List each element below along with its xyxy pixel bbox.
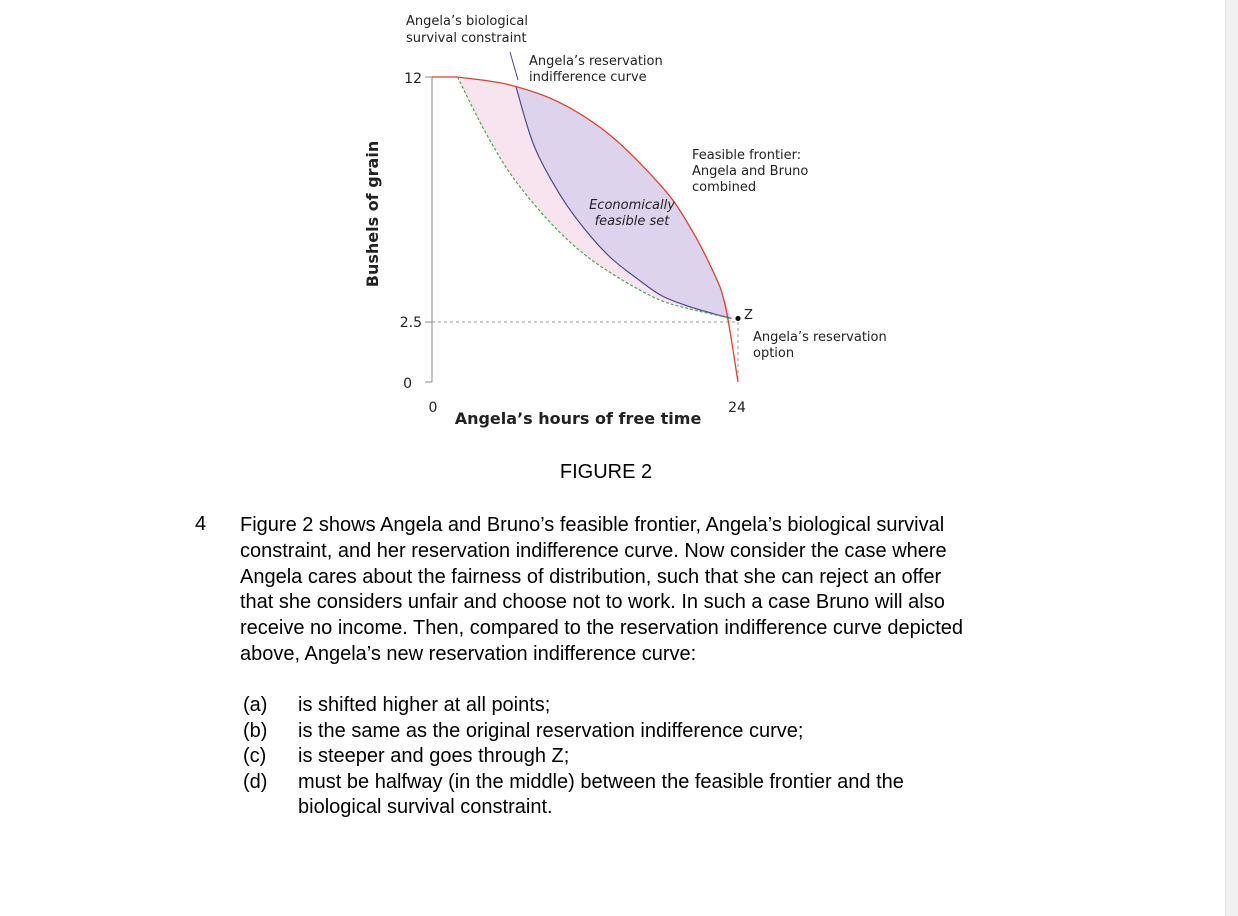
option-c-text: is steeper and goes through Z; — [298, 745, 570, 768]
scrollbar-track[interactable] — [1225, 0, 1238, 916]
survival-constraint-label-line2: survival constraint — [406, 31, 527, 46]
feasible-set-label-line2: feasible set — [594, 214, 670, 229]
option-c — [243, 744, 1083, 770]
point-z-marker — [735, 316, 740, 321]
feasible-set-label-line1: Economically — [589, 198, 675, 213]
figure-2-chart — [340, 0, 900, 440]
option-a — [243, 693, 1083, 719]
question-line: constraint, and her reservation indifference curve. Now consider the case where — [240, 539, 947, 562]
feasible-frontier-label-line2: Angela and Bruno — [692, 164, 809, 179]
question-line: that she considers unfair and choose not to work. In such a case Bruno will also — [240, 591, 945, 614]
figure-caption: FIGURE 2 — [559, 461, 653, 483]
question-line: receive no income. Then, compared to the reservation indifference curve depicted — [240, 617, 964, 640]
option-b-letter: (b) — [243, 719, 268, 742]
question-line: above, Angela’s new reservation indifference curve: — [240, 642, 697, 665]
y-axis-label: Bushels of grain — [363, 140, 382, 288]
reservation-option-label-line2: option — [753, 346, 795, 361]
question-line: Angela cares about the fairness of distribution, such that she can reject an offer — [240, 565, 942, 588]
option-d — [243, 770, 1083, 821]
option-a-letter: (a) — [243, 694, 268, 716]
option-d-text-line1: must be halfway (in the middle) between the feasible frontier and the — [298, 770, 904, 793]
y-tick-label-12: 12 — [404, 71, 422, 87]
option-d-text-line2: biological survival constraint. — [298, 796, 553, 819]
y-tick-label-2.5: 2.5 — [399, 315, 422, 331]
option-b-text: is the same as the original reservation indifference curve; — [298, 719, 804, 742]
x-axis-label: Angela’s hours of free time — [454, 409, 702, 428]
option-c-letter: (c) — [243, 745, 267, 768]
option-a-text: is shifted higher at all points; — [298, 694, 551, 716]
reservation-curve-label-line1: Angela’s reservation — [529, 54, 663, 69]
question-number: 4 — [195, 513, 207, 535]
option-b — [243, 719, 1083, 745]
survival-constraint-label-line1: Angela’s biological — [406, 14, 528, 29]
reservation-curve-label-line2: indifference curve — [529, 70, 647, 85]
question-text — [240, 513, 1080, 668]
point-z-label: Z — [744, 308, 753, 323]
feasible-frontier-label-line3: combined — [692, 180, 757, 195]
question-line: Figure 2 shows Angela and Bruno’s feasible frontier, Angela’s biological survival — [240, 514, 945, 536]
x-tick-label-0: 0 — [428, 400, 438, 416]
x-tick-label-24: 24 — [728, 400, 746, 416]
y-tick-label-0: 0 — [403, 376, 412, 392]
answer-options — [243, 693, 1083, 821]
option-d-letter: (d) — [243, 770, 268, 793]
indifference-label-leader — [510, 52, 518, 80]
reservation-option-label-line1: Angela’s reservation — [753, 330, 887, 345]
feasible-frontier-label-line1: Feasible frontier: — [692, 148, 802, 163]
